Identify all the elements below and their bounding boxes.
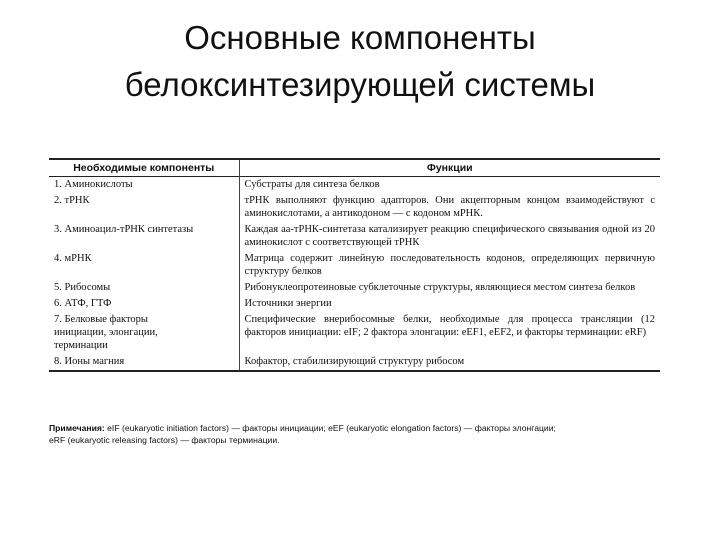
footnote-line-2: eRF (eukaryotic releasing factors) — факторы терминации. [49,435,280,445]
slide-title-line-2: белоксинтезирующей системы [124,66,596,103]
table-row [49,312,660,354]
component-text: 6. АТФ, ГТФ [54,298,112,309]
component-text: 2. тРНК [54,195,90,206]
table-row [49,177,660,194]
component-cell [49,354,239,371]
component-cell [49,222,239,251]
component-cell [49,251,239,280]
table-footnote [49,422,671,446]
footnote-line-1 [49,422,671,434]
footnote-text: eIF (eukaryotic initiation factors) — факторы инициации; eEF (eukaryotic elongation factors) — факторы элонгации; [104,423,556,433]
component-text: 5. Рибосомы [54,282,111,293]
table-header-row [49,159,660,177]
table-row [49,251,660,280]
table-row [49,193,660,222]
function-cell: тРНК выполняют функцию адапторов. Они акцепторным концом взаимодействуют с аминокислотами, а антикодоном — с кодоном мРНК. [244,195,655,219]
component-cell [49,280,239,296]
function-cell: Кофактор, стабилизирующий структуру рибосом [244,356,465,367]
component-cell [49,312,239,354]
component-text: 4. мРНК [54,253,92,264]
function-cell: Субстраты для синтеза белков [244,179,380,190]
table-row [49,354,660,371]
function-cell: Специфические внерибосомные белки, необходимые для процесса трансляции (12 факторов инициации: eIF; 2 фактора элонгации: eEF1, eEF2, и факторы терминации: eRF) [244,314,655,338]
table-row [49,222,660,251]
header-functions: Функции [426,162,473,174]
header-components: Необходимые компоненты [49,159,239,177]
component-text: 3. Аминоацил-тРНК синтетазы [54,224,194,235]
slide-title-line-1: Основные компоненты [184,19,536,56]
function-cell: Источники энергии [244,298,332,309]
component-cell [49,296,239,312]
component-text: терминации [54,340,108,351]
function-cell: Каждая аа-тРНК-синтетаза катализирует реакцию специфического связывания одной из 20 аминокислот с соответствующей тРНК [244,224,655,248]
slide-title [0,14,720,108]
component-cell [49,193,239,222]
component-text: 1. Аминокислоты [54,179,133,190]
component-text: 7. Белковые факторы [54,314,148,325]
component-text: инициации, элонгации, [54,327,158,338]
function-cell: Матрица содержит линейную последовательность кодонов, определяющих первичную структуру белков [244,253,655,277]
component-cell [49,177,239,194]
footnote-label: Примечания: [49,423,105,433]
table-row [49,280,660,296]
components-table [49,158,660,372]
component-text: 8. Ионы магния [54,356,125,367]
function-cell: Рибонуклеопротеиновые субклеточные структуры, являющиеся местом синтеза белков [244,282,636,293]
table-row [49,296,660,312]
